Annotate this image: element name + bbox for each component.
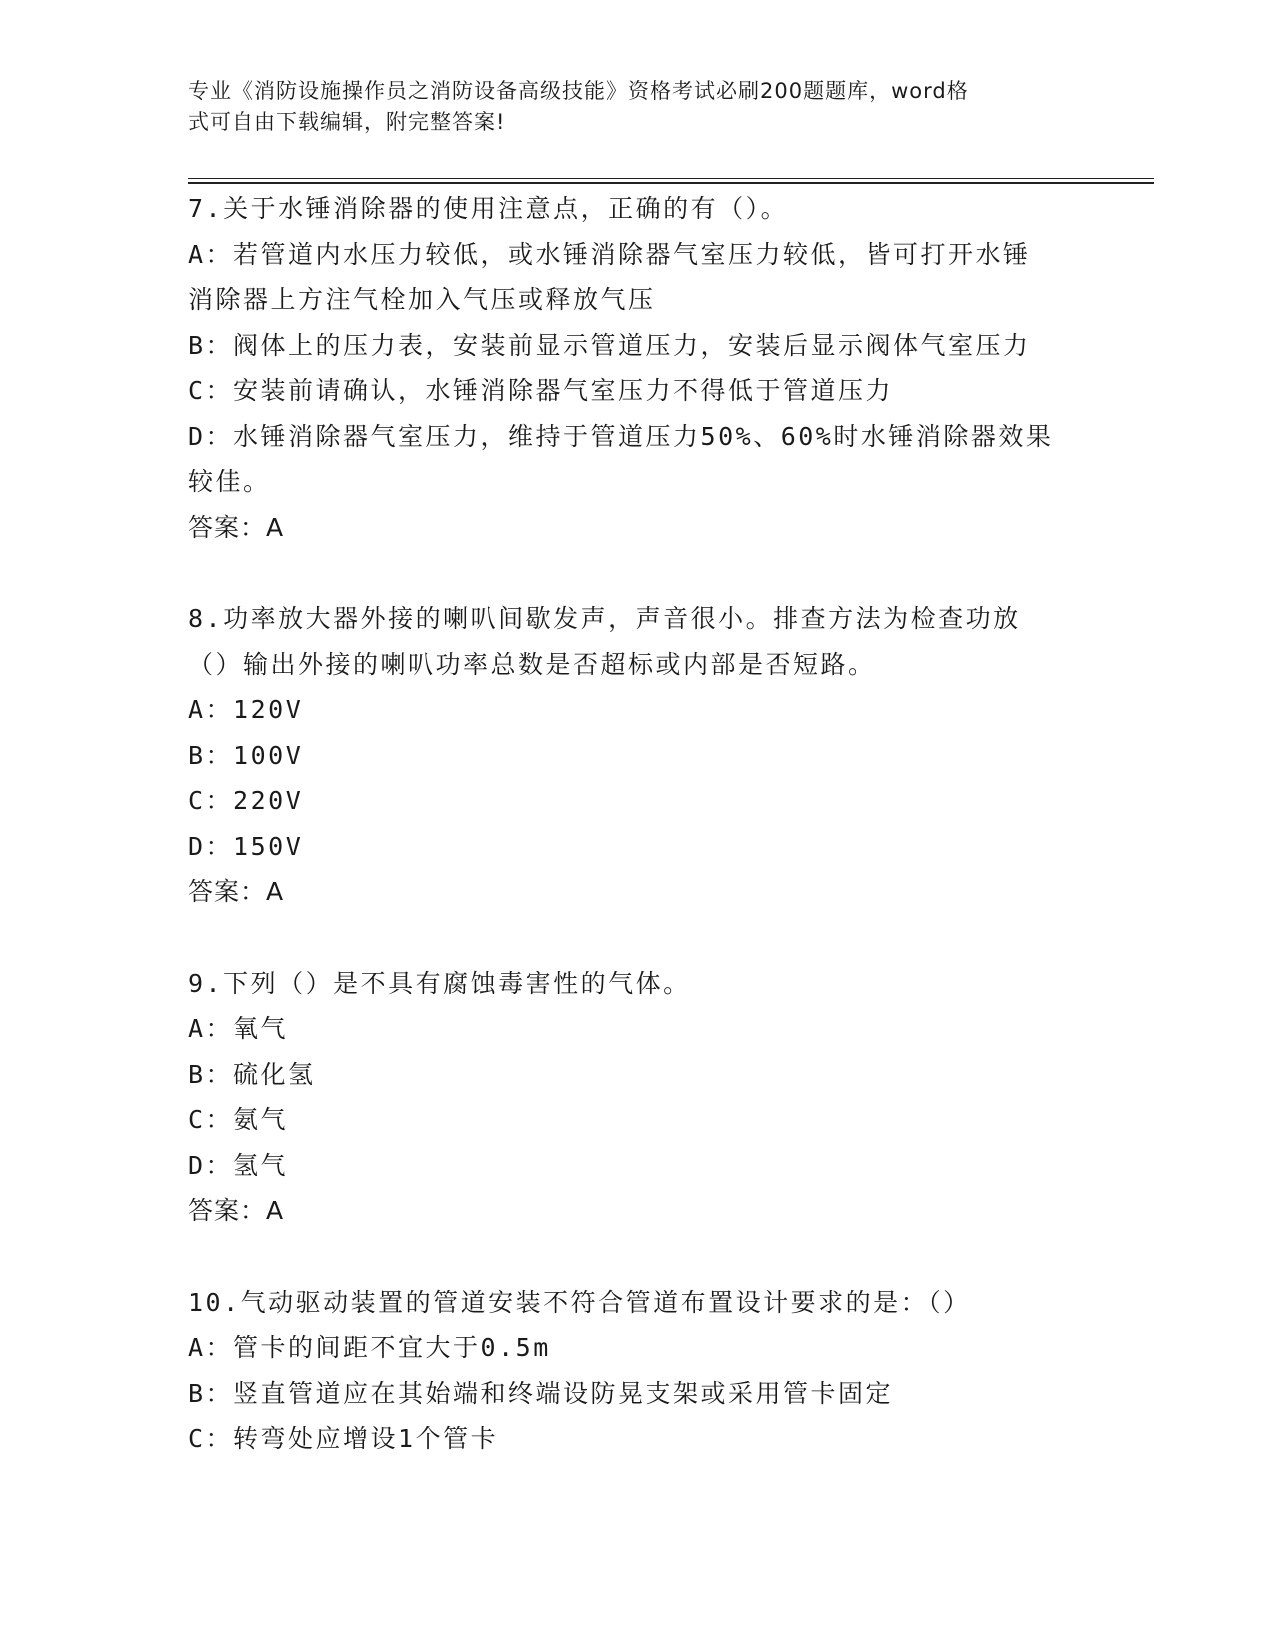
question-block (188, 961, 1088, 1234)
question-stem: 10.气动驱动装置的管道安装不符合管道布置设计要求的是：（） (188, 1287, 971, 1317)
answer-option: D：氢气 (188, 1150, 289, 1180)
header-divider (188, 178, 1154, 179)
answer-option: C：氨气 (188, 1105, 289, 1134)
header-divider-double (188, 182, 1154, 184)
answer-option: B：硫化氢 (188, 1059, 316, 1089)
question-block (188, 1280, 1088, 1462)
answer-option: 消除器上方注气栓加入气压或释放气压 (188, 285, 656, 314)
answer-option: C：转弯处应增设1个管卡 (188, 1424, 499, 1453)
answer-option: C：220V (188, 786, 304, 815)
question-stem: 8.功率放大器外接的喇叭间歇发声，声音很小。排查方法为检查功放 (188, 604, 1021, 633)
answer-option: 较佳。 (188, 467, 271, 496)
answer-option: A：氧气 (188, 1014, 289, 1043)
answer-option: B：竖直管道应在其始端和终端设防晃支架或采用管卡固定 (188, 1378, 894, 1408)
answer-option: D：150V (188, 831, 304, 861)
document-header (188, 76, 1068, 138)
answer-key: 答案：A (188, 877, 285, 906)
answer-key: 答案：A (188, 512, 285, 542)
answer-option: C：安装前请确认，水锤消除器气室压力不得低于管道压力 (188, 376, 894, 405)
header-line-2: 式可自由下载编辑，附完整答案! (188, 110, 506, 134)
question-block (188, 186, 1088, 550)
answer-option: A：若管道内水压力较低，或水锤消除器气室压力较低，皆可打开水锤 (188, 239, 1031, 269)
header-line-1: 专业《消防设施操作员之消防设备高级技能》资格考试必刷200题题库，word格 (188, 79, 969, 103)
answer-option: B：100V (188, 740, 304, 770)
question-block (188, 596, 1088, 915)
question-stem: 7.关于水锤消除器的使用注意点，正确的有（）。 (188, 194, 789, 223)
question-stem: 9.下列（）是不具有腐蚀毒害性的气体。 (188, 968, 691, 998)
answer-option: B：阀体上的压力表，安装前显示管道压力，安装后显示阀体气室压力 (188, 330, 1031, 360)
question-list (188, 186, 1088, 1462)
answer-option: A：120V (188, 695, 304, 724)
answer-option: A：管卡的间距不宜大于0.5m (188, 1333, 551, 1362)
answer-key: 答案：A (188, 1196, 285, 1225)
question-stem: （）输出外接的喇叭功率总数是否超标或内部是否短路。 (188, 649, 876, 679)
answer-option: D：水锤消除器气室压力，维持于管道压力50%、60%时水锤消除器效果 (188, 421, 1054, 451)
